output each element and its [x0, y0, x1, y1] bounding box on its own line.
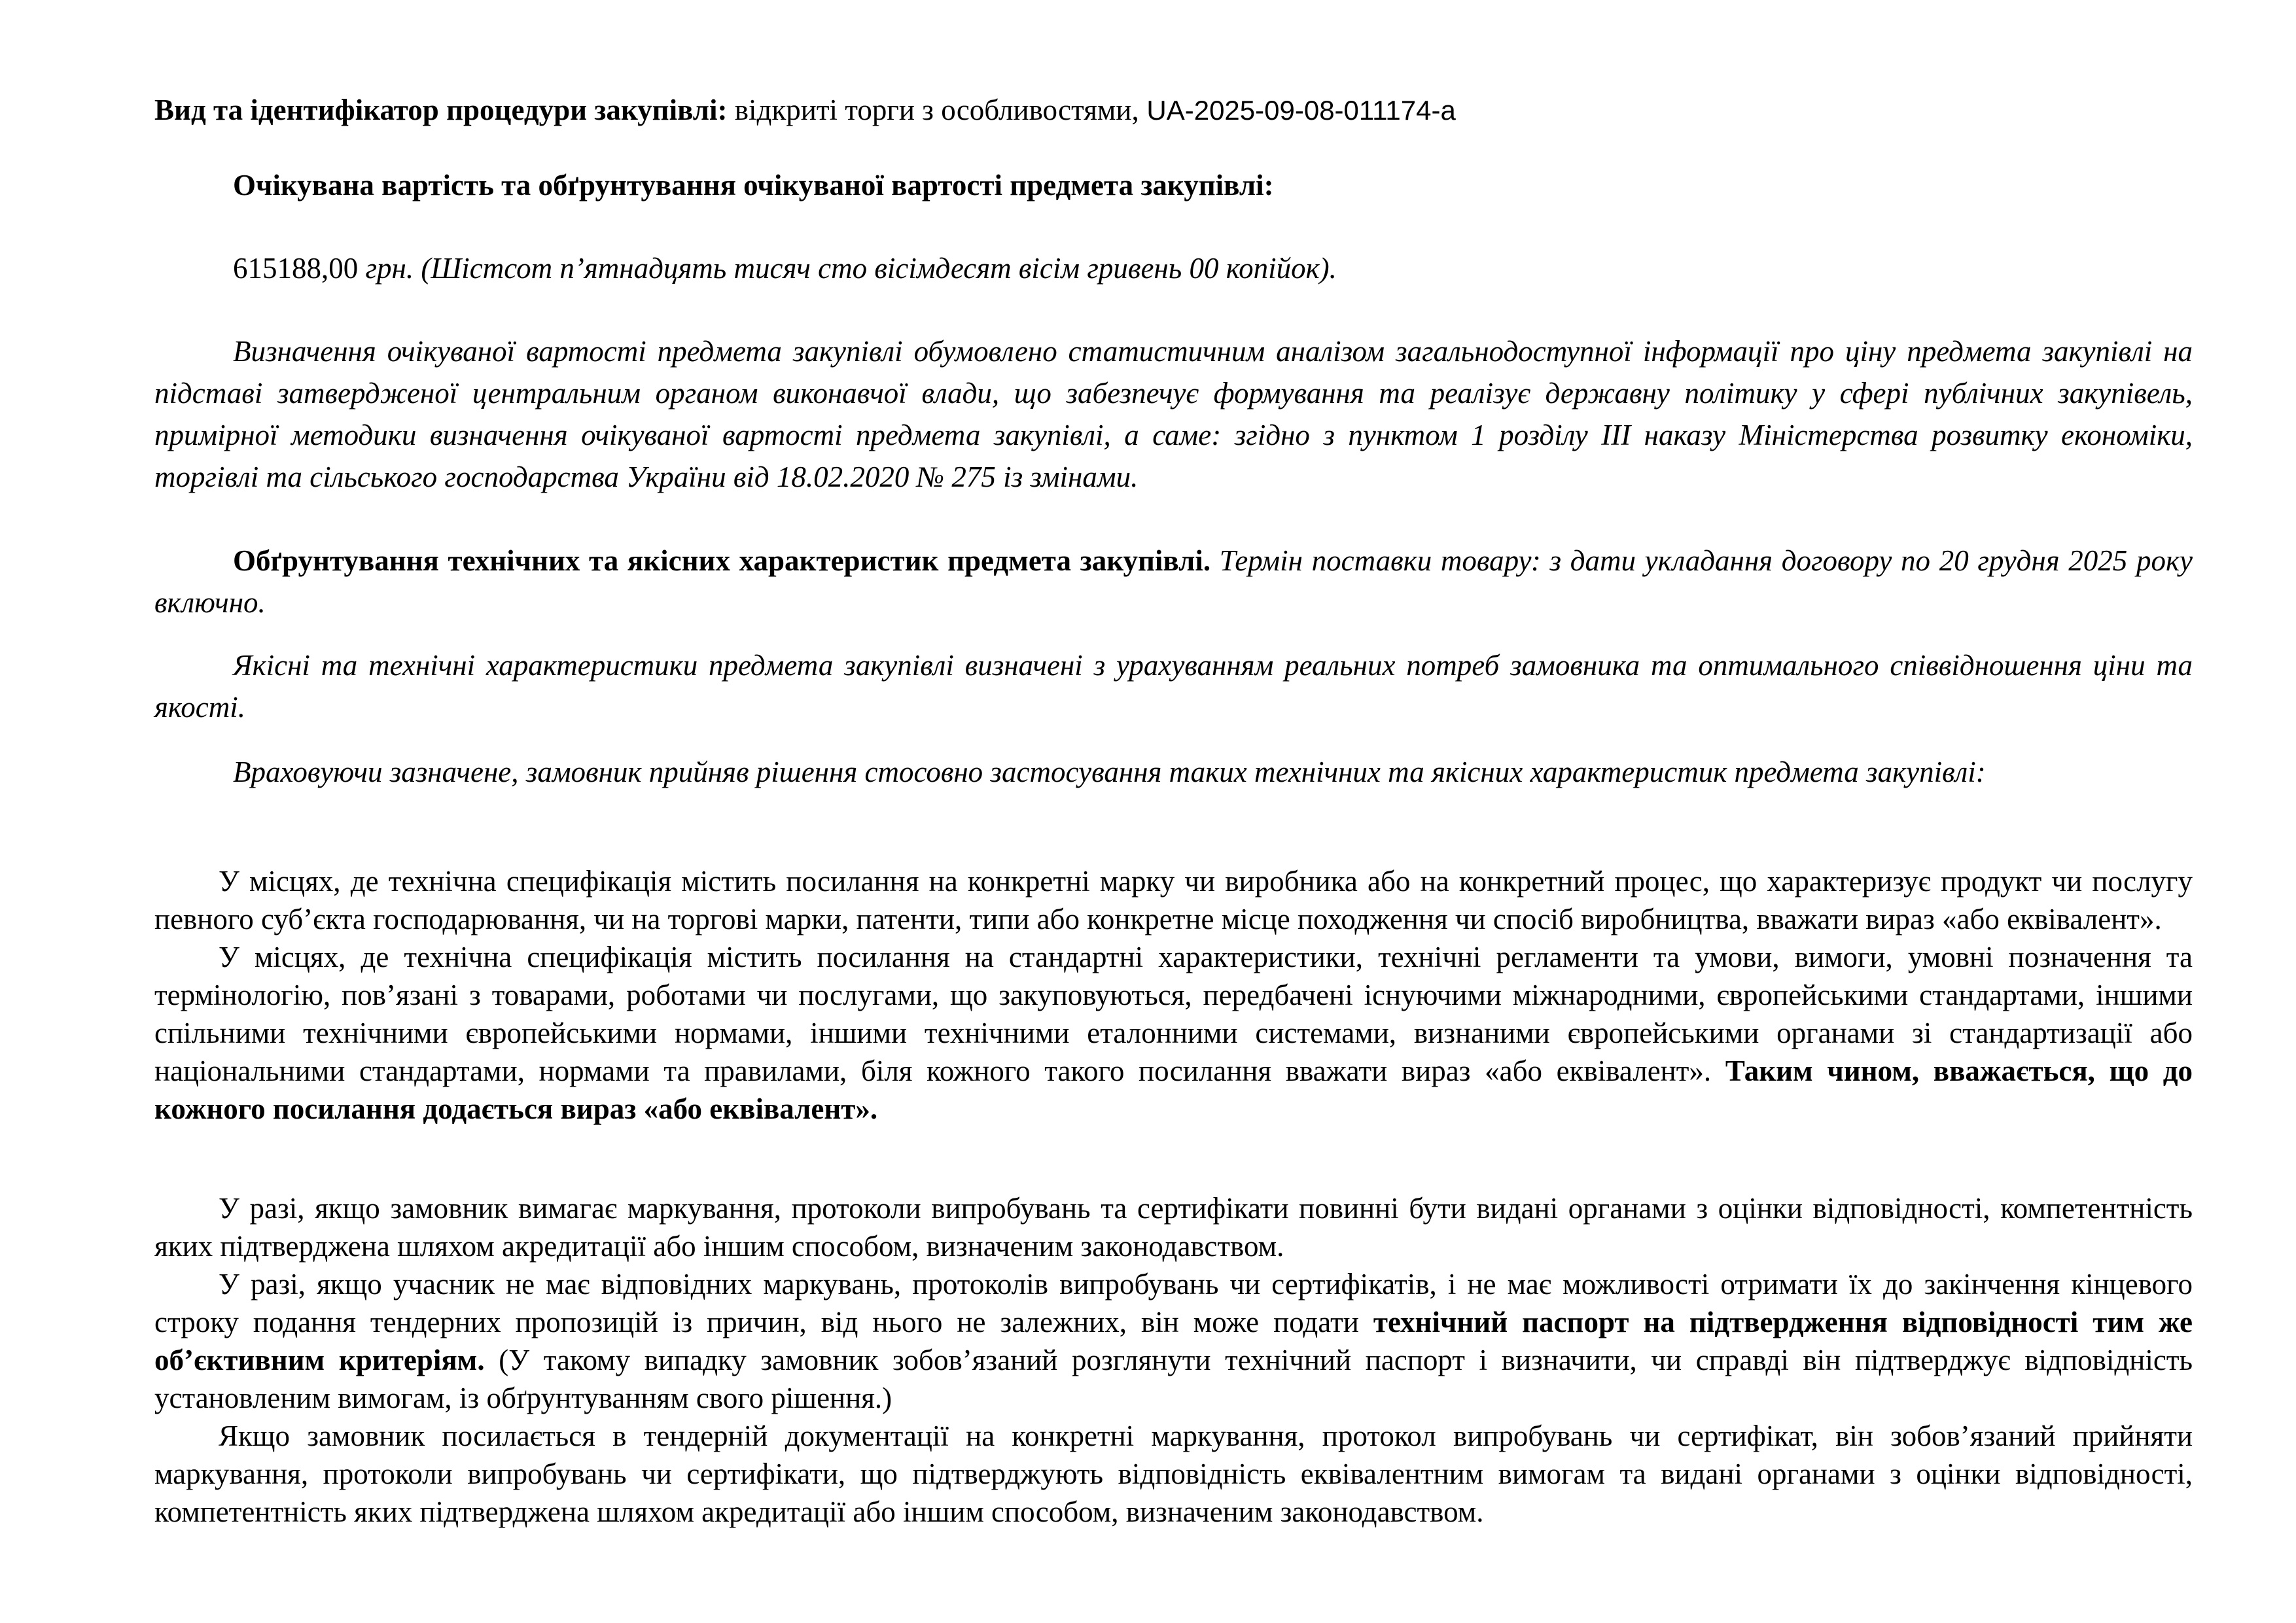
expected-value-justification: Визначення очікуваної вартості предмета закупівлі обумовлено статистичним аналізом загальнодоступної інформації про ціну предмета закупівлі на підставі затвердженої центральним органом виконавчої влади, що забезпечує формування та реалізує державну політику у сфері публічних закупівель, примірної методики визначення очікуваної вартості предмета закупівлі, а саме: згідно з пунктом 1 розділу ІІІ наказу Міністерства розвитку економіки, торгівлі та сільського господарства України від 18.02.2020 № 275 із змінами. — [154, 335, 2193, 493]
procedure-type: відкриті торги з особливостями, — [727, 94, 1139, 126]
technical-passport-bold: технічний паспорт на підтвердження відповідності тим же об’єктивним критеріям. — [154, 1306, 2193, 1376]
quality-paragraph: Якісні та технічні характеристики предмета закупівлі визначені з урахуванням реальних потреб замовника та оптимального співвідношення ціни та якості. — [154, 649, 2193, 724]
certificates-paragraph-2: У разі, якщо учасник не має відповідних маркувань, протоколів випробувань чи сертифікатів, і не має можливості отримати їх до закінчення кінцевого строку подання тендерних пропозицій із причин, від нього не залежних, він може подати технічний паспорт на підтвердження відповідності тим же об’єктивним критеріям. (У такому випадку замовник зобов’язаний розглянути технічний паспорт і визначити, чи справді він підтверджує відповідність установленим вимогам, із обґрунтуванням свого рішення.) — [154, 1268, 2193, 1414]
technical-heading-text: Обґрунтування технічних та якісних характеристик предмета закупівлі. — [233, 544, 1211, 577]
technical-heading — [154, 540, 2193, 623]
certificates-paragraph-1: У разі, якщо замовник вимагає маркування, протоколи випробувань та сертифікати повинні бути видані органами з оцінки відповідності, компетентність яких підтверджена шляхом акредитації або іншим способом, визначеним законодавством. — [154, 1192, 2193, 1263]
procedure-line — [154, 91, 2193, 130]
equivalent-paragraph-1: У місцях, де технічна специфікація містить посилання на конкретні марку чи виробника або на конкретний процес, що характеризує продукт чи послугу певного суб’єкта господарювання, чи на торгові марки, патенти, типи або конкретне місце походження чи спосіб виробництва, вважати вираз «або еквівалент». — [154, 865, 2193, 935]
expected-value-heading: Очікувана вартість та обґрунтування очікуваної вартості предмета закупівлі: — [233, 169, 1274, 201]
amount-words: грн. (Шістсот п’ятнадцять тисяч сто вісімдесят вісім гривень 00 копійок). — [358, 252, 1337, 285]
certificates-section — [154, 1189, 2193, 1531]
decision-paragraph: Враховуючи зазначене, замовник прийняв рішення стосовно застосування таких технічних та якісних характеристик предмета закупівлі: — [233, 756, 1986, 788]
amount-number: 615188,00 — [233, 252, 359, 285]
certificates-paragraph-3: Якщо замовник посилається в тендерній документації на конкретні маркування, протокол випробувань чи сертифікат, він зобов’язаний прийняти маркування, протоколи випробувань чи сертифікати, що підтверджують відповідність еквівалентним вимогам та видані органами з оцінки відповідності, компетентність яких підтверджена шляхом акредитації або іншим способом, визначеним законодавством. — [154, 1420, 2193, 1528]
equivalent-section — [154, 862, 2193, 1128]
delivery-term: Термін поставки товару: з дати укладання договору по 20 грудня 2025 року включно. — [154, 544, 2193, 619]
equivalent-bold: Таким чином, вважається, що до кожного посилання додається вираз «або еквівалент». — [154, 1055, 2193, 1125]
procedure-id: UA-2025-09-08-011174-a — [1139, 95, 1456, 126]
procedure-label: Вид та ідентифікатор процедури закупівлі: — [154, 94, 728, 126]
equivalent-paragraph-2: У місцях, де технічна специфікація містить посилання на стандартні характеристики, технічні регламенти та умови, вимоги, умовні позначення та термінологію, пов’язані з товарами, роботами чи послугами, що закуповуються, передбачені існуючими міжнародними, європейськими стандартами, іншими спільними технічними європейськими нормами, іншими технічними еталонними системами, визнаними європейськими органами зі стандартизації або національними стандартами, нормами та правилами, біля кожного такого посилання вважати вираз «або еквівалент». Таким чином, вважається, що до кожного посилання додається вираз «або еквівалент». — [154, 941, 2193, 1125]
expected-value-amount — [154, 249, 2193, 288]
